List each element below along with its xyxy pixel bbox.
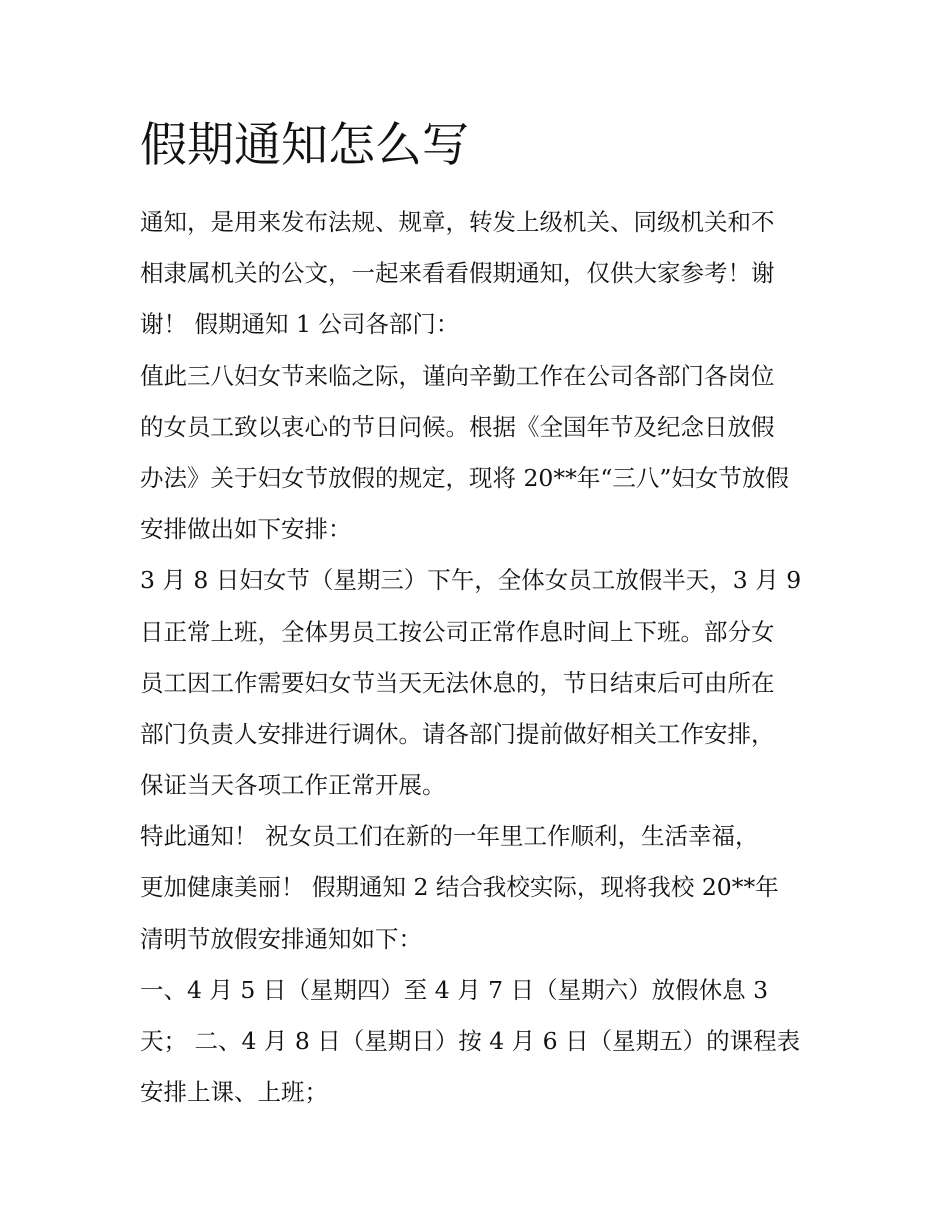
- body-line: 保证当天各项工作正常开展。: [140, 771, 446, 800]
- body-line: 天； 二、4 月 8 日（星期日）按 4 月 6 日（星期五）的课程表: [140, 1027, 801, 1055]
- body-line: 安排做出如下安排：: [140, 515, 352, 544]
- body-line: 谢！ 假期通知 1 公司各部门：: [140, 310, 460, 339]
- body-line: 部门负责人安排进行调休。请各部门提前做好相关工作安排，: [140, 719, 775, 748]
- body-line: 员工因工作需要妇女节当天无法休息的，节日结束后可由所在: [140, 668, 775, 697]
- body-line: 值此三八妇女节来临之际，谨向辛勤工作在公司各部门各岗位: [140, 361, 775, 390]
- body-line: 特此通知！ 祝女员工们在新的一年里工作顺利，生活幸福，: [140, 822, 759, 851]
- body-line: 日正常上班，全体男员工按公司正常作息时间上下班。部分女: [140, 617, 775, 646]
- document-title: 假期通知怎么写: [140, 118, 469, 173]
- body-line: 更加健康美丽！ 假期通知 2 结合我校实际，现将我校 20**年: [140, 873, 779, 902]
- body-line: 相隶属机关的公文，一起来看看假期通知，仅供大家参考！谢: [140, 259, 775, 288]
- body-line: 安排上课、上班；: [140, 1078, 328, 1107]
- body-line: 清明节放假安排通知如下：: [140, 924, 422, 953]
- body-line: 的女员工致以衷心的节日问候。根据《全国年节及纪念日放假: [140, 412, 775, 441]
- body-line: 办法》关于妇女节放假的规定，现将 20**年“三八”妇女节放假: [140, 463, 789, 492]
- document-body: [140, 197, 820, 1118]
- body-line: 通知，是用来发布法规、规章，转发上级机关、同级机关和不: [140, 208, 775, 236]
- body-line: 一、4 月 5 日（星期四）至 4 月 7 日（星期六）放假休息 3: [140, 975, 769, 1004]
- body-line: 3 月 8 日妇女节（星期三）下午，全体女员工放假半天，3 月 9: [140, 566, 802, 595]
